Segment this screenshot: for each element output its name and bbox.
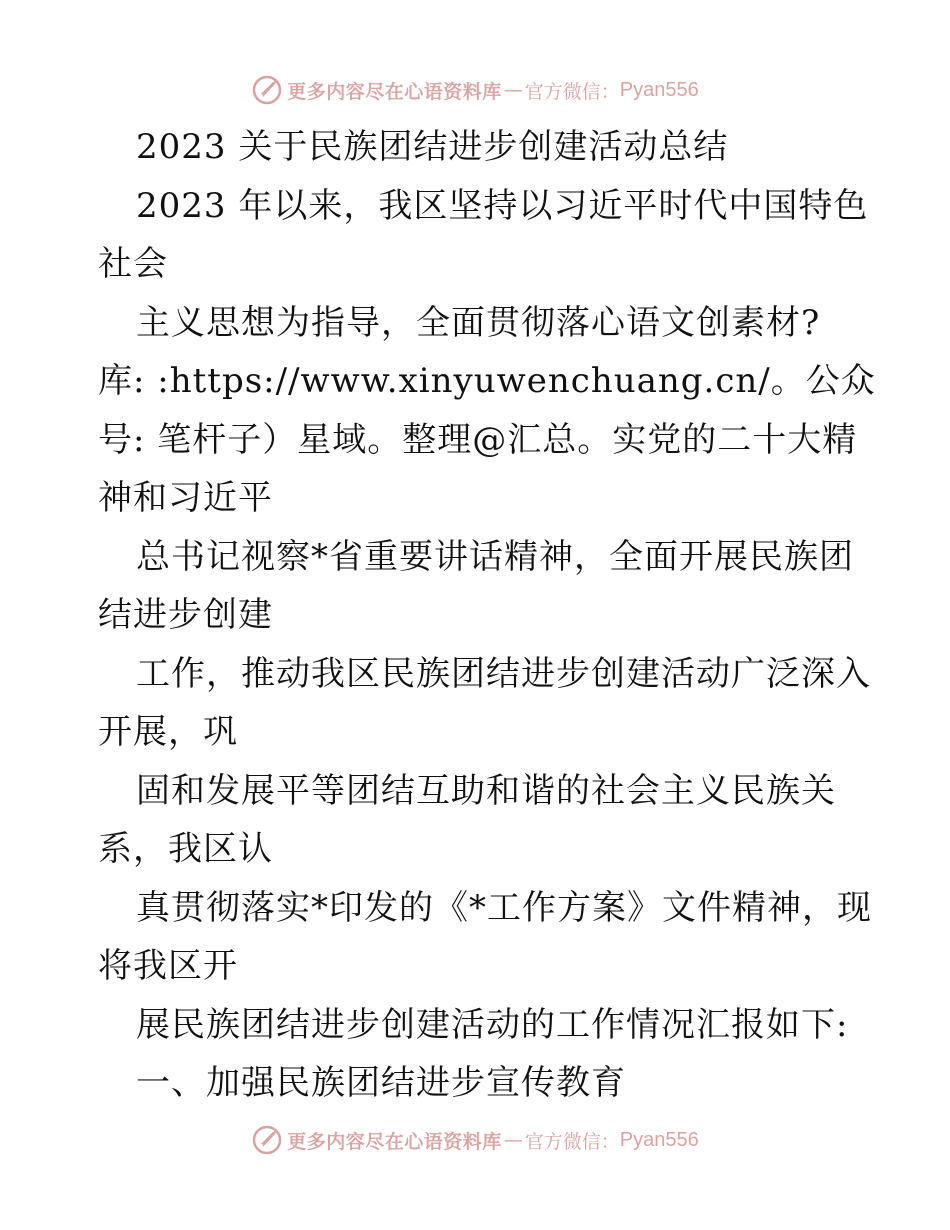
paragraph-line: 主义思想为指导，全面贯彻落心语文创素材? — [136, 302, 821, 343]
quill-logo-icon — [251, 1124, 283, 1156]
footer-watermark — [0, 1120, 950, 1160]
paragraph-line: 社会 — [98, 244, 168, 284]
quill-logo-icon — [251, 74, 283, 106]
header-watermark — [0, 70, 950, 110]
watermark-separator: — — [503, 79, 523, 101]
paragraph-line: 固和发展平等团结互助和谐的社会主义民族关 — [136, 770, 836, 811]
document-title: 2023 关于民族团结进步创建活动总结 — [136, 127, 729, 167]
paragraph-line: 工作，推动我区民族团结进步创建活动广泛深入 — [136, 653, 871, 694]
paragraph-line: 库: :https://www.xinyuwenchuang.cn/。公众 — [98, 361, 876, 401]
section-heading: 一、加强民族团结进步宣传教育 — [136, 1063, 626, 1103]
watermark-separator: — — [503, 1129, 523, 1151]
watermark-wechat-label: 官方微信： — [524, 1130, 620, 1153]
paragraph-line: 号: 笔杆子）星域。整理@汇总。实党的二十大精 — [98, 419, 858, 460]
watermark-wechat-label: 官方微信： — [524, 80, 620, 103]
paragraph-line: 开展，巩 — [98, 712, 238, 752]
paragraph-line: 系，我区认 — [98, 829, 273, 869]
watermark-wechat-id: Pyan556 — [619, 1128, 699, 1151]
paragraph-line: 总书记视察*省重要讲话精神，全面开展民族团 — [136, 536, 854, 577]
watermark-wechat-id: Pyan556 — [619, 78, 699, 101]
paragraph-line: 真贯彻落实*印发的《*工作方案》文件精神，现 — [136, 887, 872, 928]
paragraph-line: 展民族团结进步创建活动的工作情况汇报如下: — [136, 1004, 849, 1045]
paragraph-line: 结进步创建 — [98, 595, 273, 635]
watermark-text: 更多内容尽在心语资料库 — [287, 80, 502, 103]
paragraph-line: 神和习近平 — [98, 478, 273, 518]
watermark-text: 更多内容尽在心语资料库 — [287, 1130, 502, 1153]
paragraph-line: 2023 年以来，我区坚持以习近平时代中国特色 — [136, 185, 869, 226]
paragraph-line: 将我区开 — [98, 946, 238, 986]
document-body — [98, 118, 876, 1113]
